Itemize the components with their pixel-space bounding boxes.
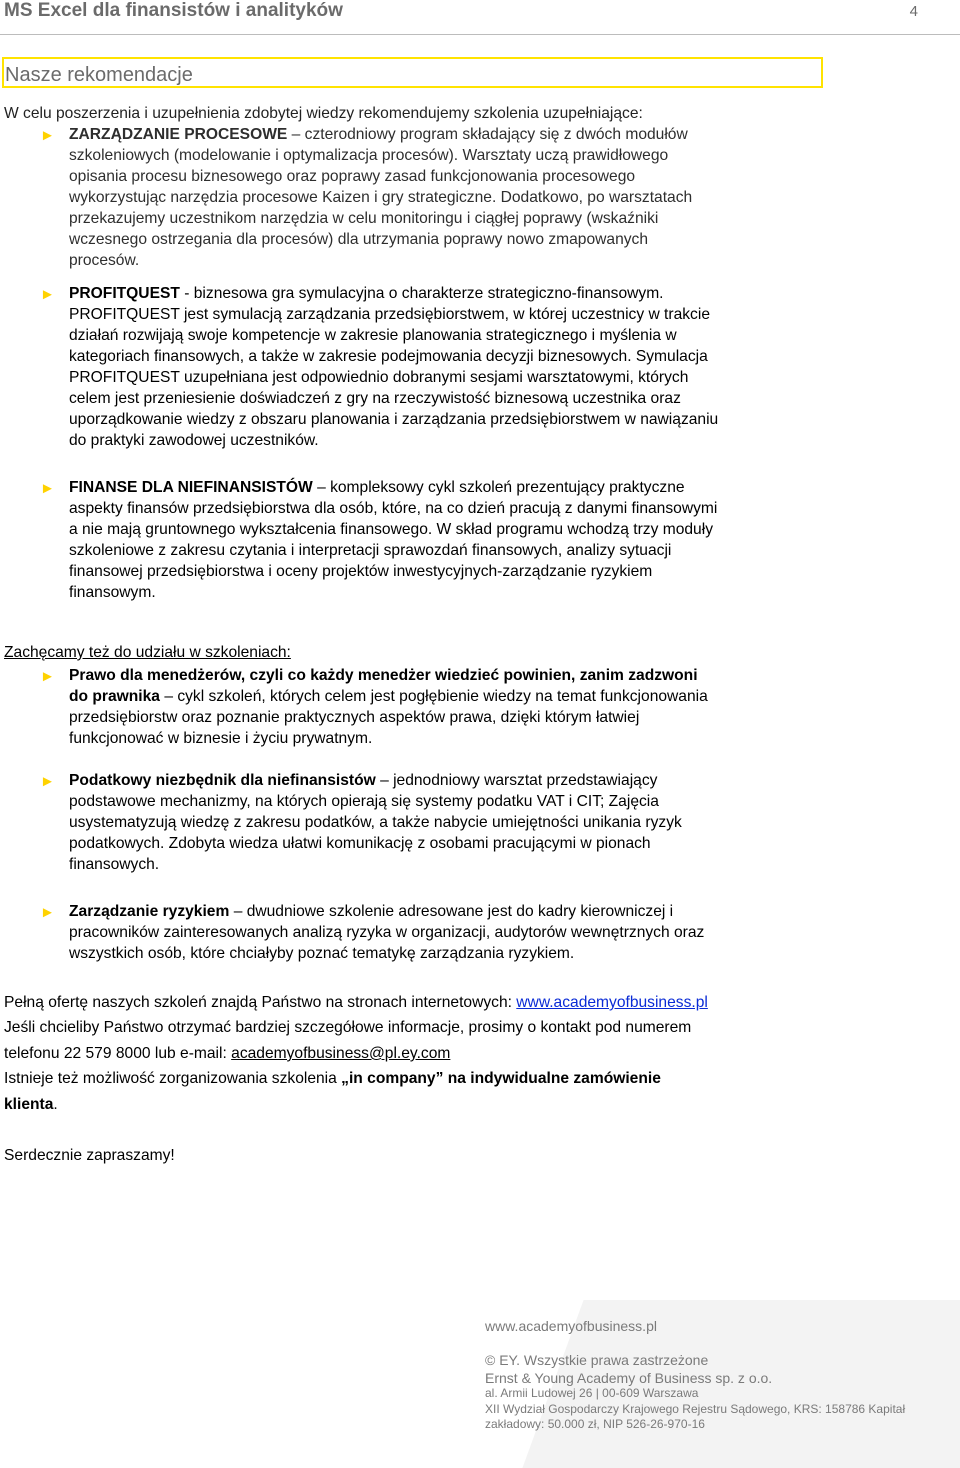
footer-website: www.academyofbusiness.pl xyxy=(485,1318,657,1334)
document-title: MS Excel dla finansistów i analityków xyxy=(4,0,343,21)
in-company-paragraph-cont: klienta. xyxy=(4,1096,58,1113)
bullet-arrow-icon: ► xyxy=(40,127,55,144)
footer-copyright: © EY. Wszystkie prawa zastrzeżone xyxy=(485,1352,709,1368)
footer-address: al. Armii Ludowej 26 | 00-609 Warszawa xyxy=(485,1386,699,1400)
footer-capital: zakładowy: 50.000 zł, NIP 526-26-970-16 xyxy=(485,1417,705,1431)
list-item-text: Prawo dla menedżerów, czyli co każdy menedżer wiedzieć powinien, zanim zadzwoni do prawnika – cykl szkoleń, których celem jest pogłębienie wiedzy na temat funkcjonowania przedsiębiorstw oraz poznanie praktycznych aspektów prawa, dzięki którym łatwiej funkcjonować w biznesie i życiu prywatnym. xyxy=(69,667,708,747)
in-company-paragraph: Istnieje też możliwość zorganizowania szkolenia „in company” na indywidualne zamówienie xyxy=(4,1070,661,1087)
bullet-arrow-icon: ► xyxy=(40,773,55,790)
offer-paragraph: Pełną ofertę naszych szkoleń znajdą Państwo na stronach internetowych: www.academyofbusiness.pl xyxy=(4,994,708,1011)
bullet-arrow-icon: ► xyxy=(40,286,55,303)
section-title: Nasze rekomendacje xyxy=(5,64,193,86)
bullet-arrow-icon: ► xyxy=(40,668,55,685)
website-link[interactable]: www.academyofbusiness.pl xyxy=(516,994,708,1011)
list-item-text: PROFITQUEST - biznesowa gra symulacyjna o charakterze strategiczno-finansowym. PROFITQUEST jest symulacją zarządzania przedsiębiorstwem, w której uczestnicy w trakcie działań rozwijają swoje kompetencje w zakresie planowania strategicznego i myślenia w kategoriach finansowych, a także w zakresie podejmowania decyzji biznesowych. Symulacja PROFITQUEST uzupełniana jest odpowiednio dobranymi sesjami warsztatowymi, których celem jest przeniesienie doświadczeń z gry na rzeczywistość biznesową uczestnika oraz uporządkowanie wiedzy z obszaru planowania i zarządzania przedsiębiorstwem w nawiązaniu do praktyki zawodowej uczestników. xyxy=(69,285,719,449)
bullet-arrow-icon: ► xyxy=(40,904,55,921)
contact-line: telefonu 22 579 8000 lub e-mail: academyofbusiness@pl.ey.com xyxy=(4,1045,451,1062)
list-item-text: Podatkowy niezbędnik dla niefinansistów – jednodniowy warsztat przedstawiający podstawowe mechanizmy, na których opierają się systemy podatku VAT i CIT; Zajęcia usystematyzują wiedzę z zakresu podatków, a także nabycie umiejętności unikania ryzyk podatkowych. Zdobyta wiedza ułatwi komunikację z osobami pracującymi w pionach finansowych. xyxy=(69,772,682,873)
bullet-arrow-icon: ► xyxy=(40,480,55,497)
contact-line: Jeśli chcieliby Państwo otrzymać bardziej szczegółowe informacje, prosimy o kontakt pod numerem xyxy=(4,1019,692,1036)
page-footer xyxy=(453,1300,960,1468)
email-link[interactable]: academyofbusiness@pl.ey.com xyxy=(231,1045,451,1062)
header-divider xyxy=(0,34,960,35)
footer-company: Ernst & Young Academy of Business sp. z o.o. xyxy=(485,1370,773,1386)
encourage-heading: Zachęcamy też do udziału w szkoleniach: xyxy=(4,644,291,661)
intro-paragraph: W celu poszerzenia i uzupełnienia zdobytej wiedzy rekomendujemy szkolenia uzupełniające: xyxy=(4,105,643,122)
list-item-text: ZARZĄDZANIE PROCESOWE – czterodniowy program składający się z dwóch modułów szkoleniowych (modelowanie i optymalizacja procesów). Warsztaty uczą prawidłowego opisania procesu biznesowego oraz poprawy zasad funkcjonowania procesowego wykorzystując narzędzia procesowe Kaizen i gry strategiczne. Dodatkowo, po warsztatach przekazujemy uczestnikom narzędzia w celu monitoringu i ciągłej poprawy (wskaźniki wczesnego ostrzegania dla procesów) dla utrzymania poprawy nowo zmapowanych procesów. xyxy=(69,126,693,269)
page-header xyxy=(0,0,960,30)
closing-text: Serdecznie zapraszamy! xyxy=(4,1147,175,1164)
page-number: 4 xyxy=(909,3,918,20)
footer-registry: XII Wydział Gospodarczy Krajowego Rejestru Sądowego, KRS: 158786 Kapitał xyxy=(485,1402,906,1416)
list-item-text: FINANSE DLA NIEFINANSISTÓW – kompleksowy cykl szkoleń prezentujący praktyczne aspekty finansów przedsiębiorstwa dla osób, które, na co dzień pracują z danymi finansowymi a nie mają gruntownego wykształcenia finansowego. W skład programu wchodzą trzy moduły szkoleniowe z zakresu czytania i interpretacji sprawozdań finansowych, analizy sytuacji finansowej przedsiębiorstwa i oceny projektów inwestycyjnych-zarządzanie ryzykiem finansowym. xyxy=(69,479,718,601)
list-item-text: Zarządzanie ryzykiem – dwudniowe szkolenie adresowane jest do kadry kierowniczej i pracowników zainteresowanych analizą ryzyka w organizacji, audytorów wewnętrznych oraz wszystkich osób, które chciałyby poznać tematykę zarządzania ryzykiem. xyxy=(69,903,705,962)
